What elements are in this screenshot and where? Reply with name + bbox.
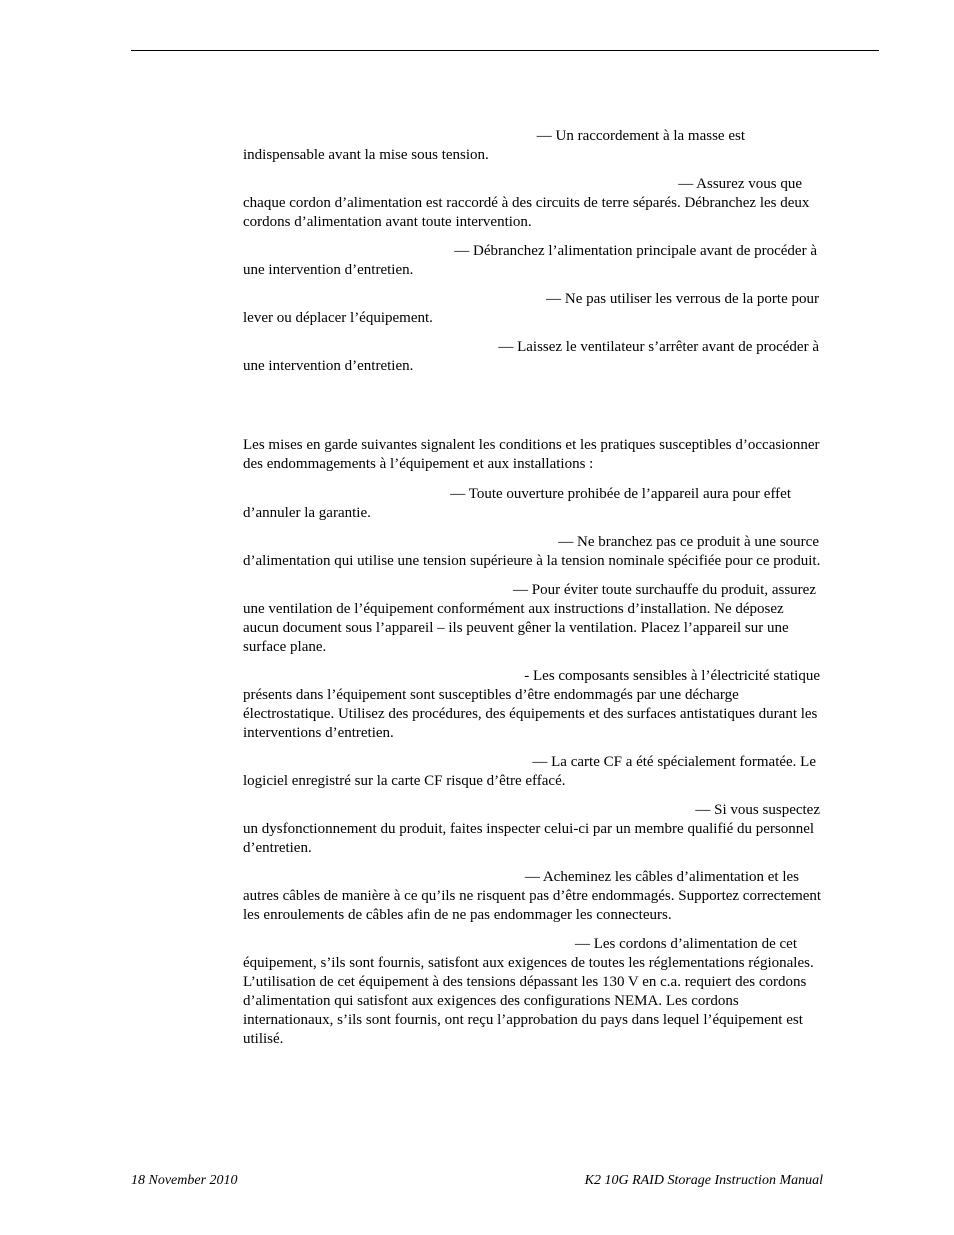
caution-text: un dysfonctionnement du produit, faites inspecter celui-ci par un membre qualifié du personnel d’entretien. bbox=[243, 821, 815, 856]
caution-text: une ventilation de l’équipement conformément aux instructions d’installation. Ne déposez aucun document sous l’appareil – ils peuvent gêner la ventilation. Placez l’appareil sur une surface plane. bbox=[243, 601, 789, 655]
warning-text: une intervention d’entretien. bbox=[243, 262, 414, 278]
warning-lead: — Débranchez l’alimentation principale avant de procéder à bbox=[454, 243, 817, 259]
warning-lead: — Laissez le ventilateur s’arrêter avant de procéder à bbox=[498, 339, 819, 355]
caution-lead: — Pour éviter toute surchauffe du produit, assurez bbox=[513, 582, 816, 598]
warning-paragraph bbox=[243, 127, 823, 165]
caution-paragraph bbox=[243, 868, 823, 925]
warning-paragraph bbox=[243, 175, 823, 232]
caution-lead: — Toute ouverture prohibée de l’appareil aura pour effet bbox=[450, 486, 791, 502]
caution-lead: — Acheminez les câbles d’alimentation et les bbox=[524, 869, 799, 885]
warning-paragraph bbox=[243, 338, 823, 376]
caution-paragraph bbox=[243, 581, 823, 657]
caution-text: d’alimentation qui utilise une tension supérieure à la tension nominale spécifiée pour ce produit. bbox=[243, 553, 821, 569]
caution-lead: — Ne branchez pas ce produit à une source bbox=[558, 534, 819, 550]
caution-paragraph bbox=[243, 485, 823, 523]
caution-paragraph bbox=[243, 935, 823, 1049]
footer-manual-title: K2 10G RAID Storage Instruction Manual bbox=[584, 1173, 823, 1188]
caution-text: équipement, s’ils sont fournis, satisfont aux exigences de toutes les réglementations régionales. L’utilisation de cet équipement à des tensions dépassant les 130 V en c.a. requiert des cordons d’alimentation qui satisfont aux exigences des configurations NEMA. Les cordons internationaux, s’ils sont fournis, ont reçu l’approbation du pays dans lequel l’équipement est utilisé. bbox=[243, 955, 814, 1047]
caution-lead: — La carte CF a été spécialement formatée. Le bbox=[532, 754, 816, 770]
warning-paragraph bbox=[243, 242, 823, 280]
warning-text: chaque cordon d’alimentation est raccordé à des circuits de terre séparés. Débranchez les deux cordons d’alimentation avant toute intervention. bbox=[243, 195, 810, 230]
caution-lead: — Si vous suspectez bbox=[695, 802, 820, 818]
footer-date: 18 November 2010 bbox=[131, 1173, 238, 1188]
caution-lead: - Les composants sensibles à l’électricité statique bbox=[524, 668, 820, 684]
warning-paragraph bbox=[243, 290, 823, 328]
warning-text: lever ou déplacer l’équipement. bbox=[243, 310, 433, 326]
caution-paragraph bbox=[243, 533, 823, 571]
caution-paragraph bbox=[243, 753, 823, 791]
warning-lead: — Un raccordement à la masse est bbox=[536, 128, 745, 144]
header-rule bbox=[131, 50, 879, 51]
caution-text: d’annuler la garantie. bbox=[243, 505, 371, 521]
cautions-intro: Les mises en garde suivantes signalent les conditions et les pratiques susceptibles d’occasionner des endommagements à l’équipement et aux installations : bbox=[243, 437, 820, 472]
warning-text: indispensable avant la mise sous tension. bbox=[243, 147, 489, 163]
warning-lead: — Ne pas utiliser les verrous de la porte pour bbox=[546, 291, 819, 307]
caution-text: présents dans l’équipement sont susceptibles d’être endommagés par une décharge électrostatique. Utilisez des procédures, des équipements et des surfaces antistatiques durant les interventions d’entretien. bbox=[243, 687, 818, 741]
page-body bbox=[243, 127, 823, 1059]
caution-text: autres câbles de manière à ce qu’ils ne risquent pas d’être endommagés. Supportez correctement les enroulements de câbles afin de ne pas endommager les connecteurs. bbox=[243, 888, 822, 923]
caution-paragraph bbox=[243, 801, 823, 858]
caution-paragraph bbox=[243, 667, 823, 743]
warning-lead: — Assurez vous que bbox=[678, 176, 802, 192]
caution-text: logiciel enregistré sur la carte CF risque d’être effacé. bbox=[243, 773, 566, 789]
warning-text: une intervention d’entretien. bbox=[243, 358, 414, 374]
caution-lead: — Les cordons d’alimentation de cet bbox=[574, 936, 797, 952]
section-gap bbox=[243, 386, 823, 436]
